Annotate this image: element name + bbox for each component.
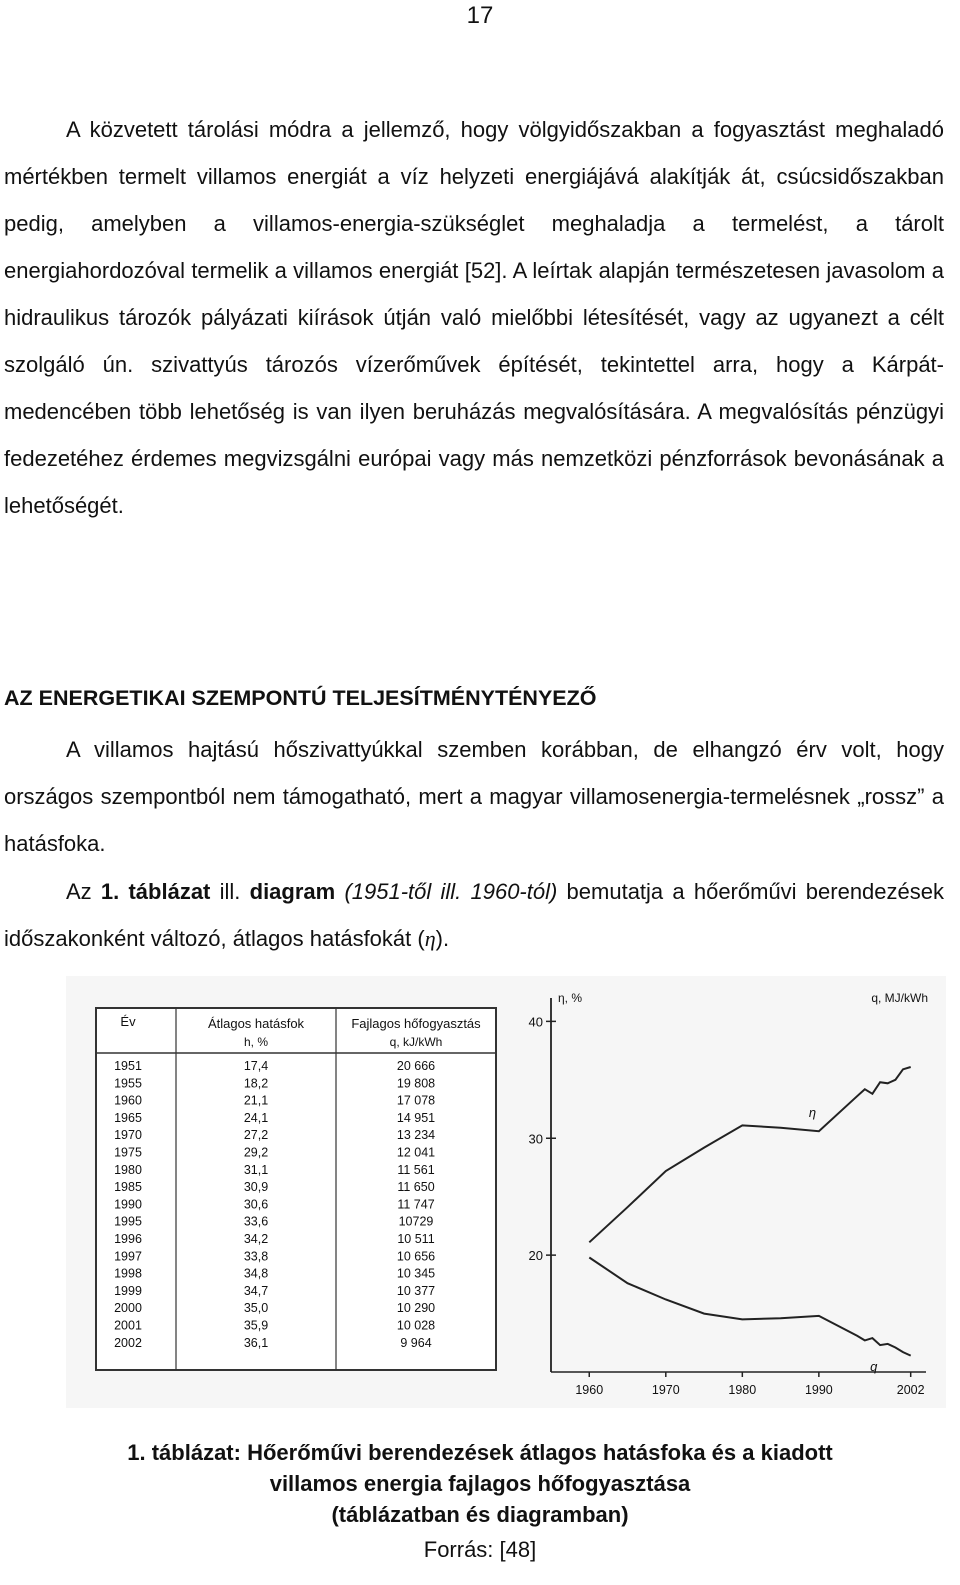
table-cell-year: 1995 [114, 1214, 142, 1229]
table-cell-year: 1980 [114, 1162, 142, 1177]
table-cell-efficiency: 33,8 [243, 1249, 269, 1264]
table-cell-heat-rate: 10 345 [396, 1266, 436, 1281]
x-tick-label: 2002 [896, 1383, 925, 1397]
caption-line-2: villamos energia fajlagos hőfogyasztása [269, 1471, 691, 1496]
table-cell-year: 1965 [114, 1110, 142, 1125]
table-cell-efficiency: 24,1 [243, 1110, 269, 1125]
table-cell-year: 1951 [114, 1059, 142, 1073]
y-axis-label: η, % [558, 991, 583, 1005]
page-number: 17 [466, 2, 494, 29]
y2-axis-label: q, MJ/kWh [871, 991, 928, 1005]
text-run: ill. [210, 879, 250, 904]
table-cell-year: 1990 [114, 1197, 142, 1212]
table-cell-efficiency: 36,1 [243, 1335, 269, 1350]
caption-line-3: (táblázatban és diagramban) [331, 1502, 629, 1527]
table-cell-heat-rate: 13 234 [396, 1128, 436, 1143]
table-cell-year: 1985 [114, 1180, 142, 1195]
table-cell-heat-rate: 10 511 [397, 1232, 435, 1246]
table-cell-efficiency: 35,0 [243, 1301, 269, 1316]
table-cell-efficiency: 34,7 [243, 1283, 269, 1298]
table-cell-heat-rate: 11 561 [397, 1162, 435, 1177]
caption-line-1: 1. táblázat: Hőerőművi berendezések átlagos hatásfoka és a kiadott [127, 1440, 833, 1465]
table-cell-year: 1996 [114, 1232, 142, 1246]
table-cell-efficiency: 21,1 [243, 1093, 269, 1108]
table-cell-year: 1999 [114, 1283, 142, 1298]
table-cell-year: 1970 [114, 1128, 142, 1143]
table-cell-heat-rate: 10 290 [396, 1301, 436, 1316]
table-subheader-efficiency: h, % [243, 1035, 269, 1049]
figure-caption [0, 1437, 960, 1530]
efficiency-table [66, 976, 506, 1408]
table-cell-year: 1955 [114, 1076, 142, 1091]
series-label: η [808, 1105, 817, 1121]
table-header-year: Év [120, 1014, 136, 1029]
table-cell-heat-rate: 12 041 [396, 1145, 436, 1160]
y-tick-label: 40 [528, 1014, 543, 1030]
table-cell-efficiency: 30,6 [243, 1197, 269, 1212]
table-cell-efficiency: 31,1 [243, 1162, 269, 1177]
table-cell-efficiency: 30,9 [243, 1180, 269, 1195]
table-cell-heat-rate: 10 656 [396, 1249, 436, 1264]
table-cell-heat-rate: 11 650 [397, 1180, 435, 1195]
y-tick-label: 30 [528, 1131, 543, 1147]
table-cell-year: 1998 [114, 1266, 142, 1281]
x-tick-label: 1970 [651, 1383, 680, 1397]
paragraph-storage: A közvetett tárolási módra a jellemző, hogy völgyidőszakban a fogyasztást meghaladó mértékben termelt villamos energiát a víz helyzeti energiájává alakítják át, csúcsidőszakban pedig, amelyben a villamos-energia-szükséglet meghaladja a termelést, a tárolt energiahordozóval termelik a villamos energiát [52]. A leírtak alapján természetesen javasolom a hidraulikus tározók pályázati kiírások útján való mielőbbi létesítését, vagy az ugyanezt a célt szolgáló ún. szivattyús tározós vízerőművek építését, tekintettel arra, hogy a Kárpát-medencében több lehetőség is van ilyen beruházás megvalósítására. A megvalósítás pénzügyi fedezetéhez érdemes megvizsgálni európai vagy más nemzetközi pénzforrások bevonásának a lehetőségét. [4, 117, 944, 518]
series-line-eta [589, 1067, 910, 1242]
table-subheader-heat-rate: q, kJ/kWh [389, 1035, 443, 1049]
table-cell-efficiency: 35,9 [243, 1318, 269, 1333]
table-cell-year: 2000 [114, 1301, 142, 1316]
eta-symbol: η [424, 926, 436, 951]
table-cell-heat-rate: 14 951 [396, 1110, 436, 1125]
table-cell-year: 1997 [114, 1249, 142, 1264]
table-cell-efficiency: 17,4 [243, 1059, 269, 1073]
y-tick-label: 20 [528, 1248, 543, 1264]
diagram-ref: diagram [249, 879, 336, 904]
paragraph-heat-pump: A villamos hajtású hőszivattyúkkal szemben korábban, de elhangzó érv volt, hogy országos szempontból nem támogatható, mert a magyar villamosenergia-termelésnek „rossz” a hatásfoka. [4, 737, 944, 856]
table-header-heat-rate: Fajlagos hőfogyasztás [351, 1016, 481, 1031]
table-cell-efficiency: 29,2 [243, 1145, 269, 1160]
table-cell-efficiency: 34,2 [243, 1232, 269, 1246]
table-frame [96, 1008, 496, 1370]
text-run: Az [66, 879, 101, 904]
table-cell-heat-rate: 11 747 [397, 1197, 435, 1212]
text-run: bemutatja a hőerőművi berendezések időszakonként változó, átlagos hatásfokát ( [4, 879, 944, 951]
table-cell-efficiency: 27,2 [243, 1128, 269, 1143]
table-cell-efficiency: 33,6 [243, 1214, 269, 1229]
table-cell-heat-rate: 10 028 [396, 1318, 436, 1333]
table-cell-year: 1960 [114, 1093, 142, 1108]
series-line-q [589, 1258, 910, 1356]
table-cell-efficiency: 34,8 [243, 1266, 269, 1281]
table-cell-year: 1975 [114, 1145, 142, 1160]
table-ref: 1. táblázat [100, 879, 211, 904]
x-tick-label: 1980 [728, 1383, 757, 1397]
table-cell-efficiency: 18,2 [243, 1076, 269, 1091]
table-cell-year: 2002 [114, 1335, 142, 1350]
text-run: ). [435, 926, 450, 951]
table-cell-heat-rate: 20 666 [396, 1059, 436, 1073]
table-cell-heat-rate: 17 078 [396, 1093, 436, 1108]
table-cell-heat-rate: 10 377 [396, 1283, 436, 1298]
table-cell-year: 2001 [114, 1318, 142, 1333]
section-heading: AZ ENERGETIKAI SZEMPONTÚ TELJESÍTMÉNYTÉNYEZŐ [4, 686, 597, 710]
x-tick-label: 1960 [575, 1383, 604, 1397]
paragraph-table-ref [4, 868, 944, 962]
figure-table-and-diagram [66, 976, 946, 1408]
table-cell-heat-rate: 10729 [398, 1214, 434, 1229]
table-cell-heat-rate: 9 964 [400, 1335, 432, 1350]
period-note: (1951-től ill. 1960-tól) [335, 879, 558, 904]
table-header-efficiency: Átlagos hatásfok [207, 1016, 305, 1031]
x-tick-label: 1990 [804, 1383, 833, 1397]
table-cell-heat-rate: 19 808 [396, 1076, 436, 1091]
efficiency-chart [506, 976, 946, 1408]
source-note: Forrás: [48] [423, 1537, 537, 1562]
series-label: q [870, 1359, 878, 1375]
